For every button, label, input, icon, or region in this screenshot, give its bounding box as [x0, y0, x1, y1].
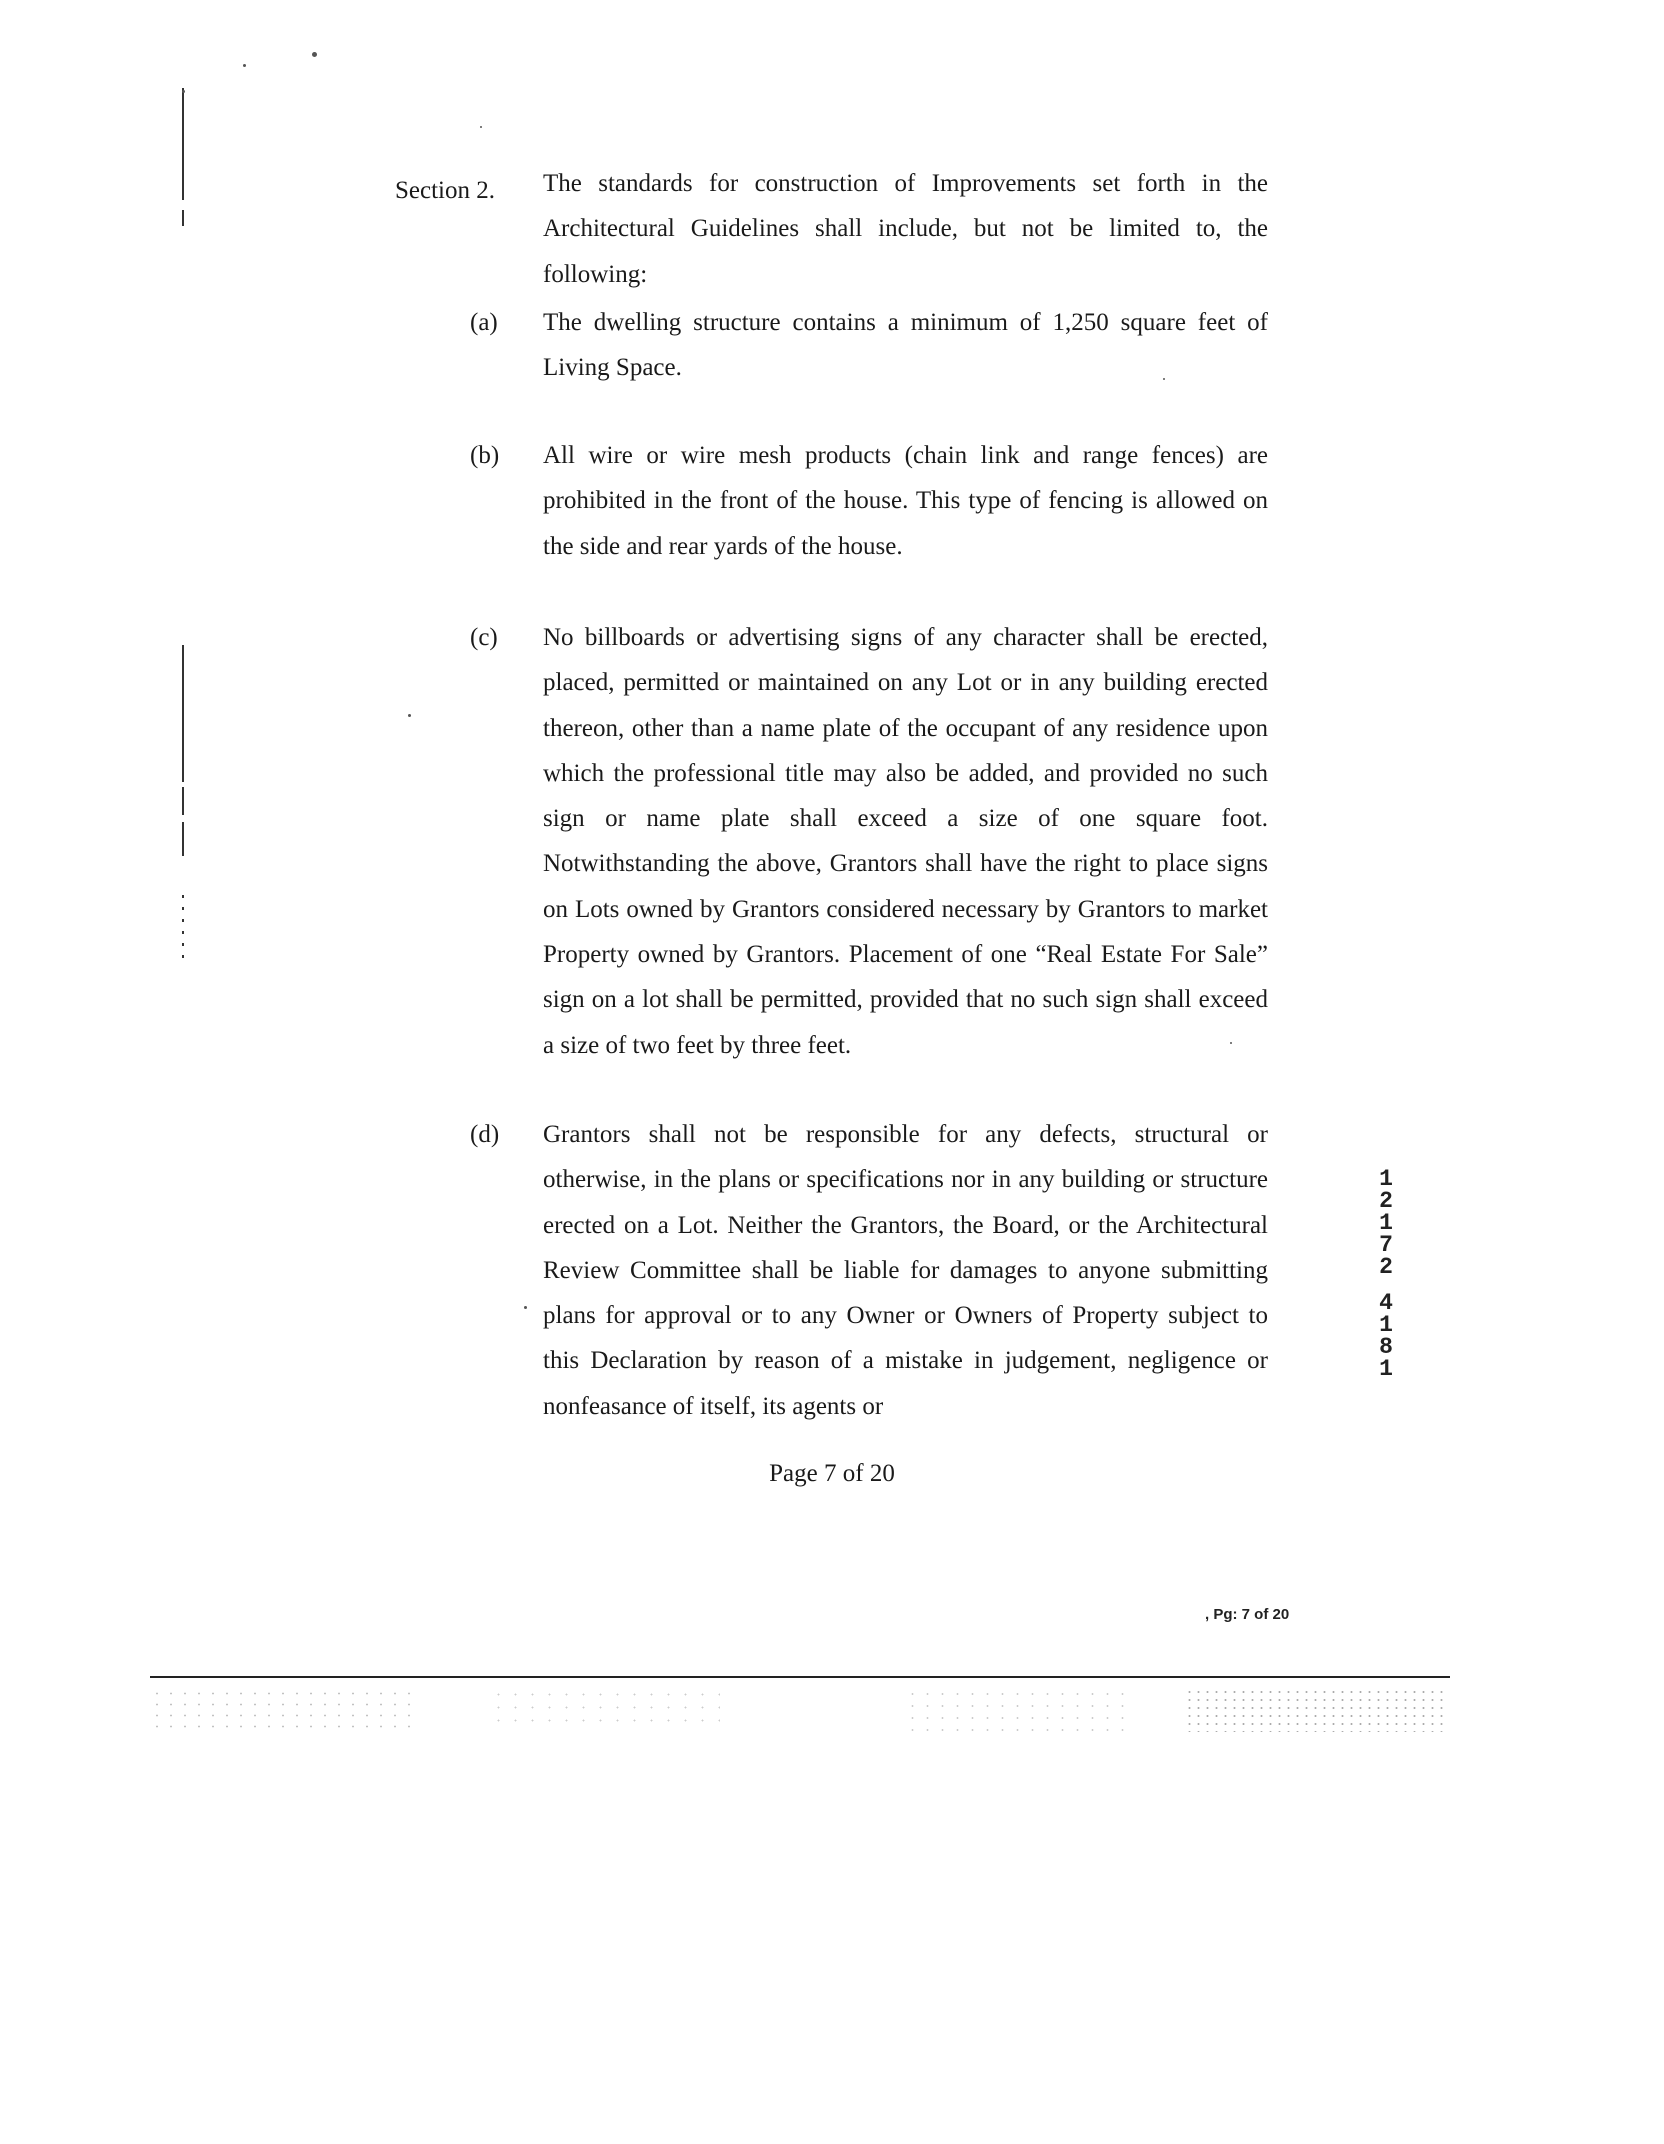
margin-mark [182, 645, 184, 763]
scan-speck [408, 714, 411, 717]
stamp-digit: 7 [1379, 1232, 1393, 1258]
stamp-digit: 2 [1379, 1254, 1393, 1280]
scan-speck [1163, 378, 1165, 380]
footer-rule [150, 1676, 1450, 1678]
section-intro-text: The standards for construction of Improvements set forth in the Architectural Guidelines shall include, but not be limited to, the following: [543, 170, 1268, 288]
margin-mark [182, 88, 184, 200]
item-d-label: (d) [470, 1121, 500, 1148]
section-label: Section 2. [395, 177, 495, 204]
scan-noise [905, 1688, 1125, 1732]
item-c-text: No billboards or advertising signs of any character shall be erected, placed, permitted or maintained on any Lot or in any building erected thereon, other than a name plate of the occupant of any residence upon which the professional title may also be added, and provided no such sign or name plate shall exceed a size of one square foot. Notwithstanding the above, Grantors shall have the right to place signs on Lots owned by Grantors considered necessary by Grantors to market Property owned by Grantors. Placement of one “Real Estate For Sale” sign on a lot shall be permitted, provided that no such sign shall exceed a size of two feet by three feet. [543, 624, 1268, 1059]
scan-speck [243, 64, 246, 67]
item-b-text: All wire or wire mesh products (chain link and range fences) are prohibited in the front of the house. This type of fencing is allowed on the side and rear yards of the house. [543, 442, 1268, 560]
stamp-digit: 8 [1379, 1334, 1393, 1360]
margin-mark [182, 210, 184, 226]
item-d-text: Grantors shall not be responsible for any defects, structural or otherwise, in the plans or specifications nor in any building or structure erected on a Lot. Neither the Grantors, the Board, or the Architectural Review Committee shall be liable for damages to anyone submitting plans for approval or to any Owner or Owners of Property subject to this Declaration by reason of a mistake in judgement, negligence or nonfeasance of itself, its agents or [543, 1121, 1268, 1420]
recording-stamp [1372, 1168, 1400, 1380]
stamp-digit: 2 [1379, 1188, 1393, 1214]
scan-speck [182, 90, 185, 93]
item-a-text: The dwelling structure contains a minimum of 1,250 square feet of Living Space. [543, 309, 1268, 382]
margin-mark [182, 752, 184, 782]
scan-speck [480, 126, 482, 128]
footer-page-reference: , Pg: 7 of 20 [1205, 1606, 1290, 1623]
page-number: Page 7 of 20 [769, 1460, 895, 1487]
scan-noise [490, 1688, 720, 1732]
margin-mark [182, 895, 184, 965]
item-b-label: (b) [470, 442, 500, 469]
stamp-digit: 1 [1379, 1166, 1393, 1192]
margin-mark [182, 822, 184, 856]
stamp-digit: 4 [1379, 1290, 1393, 1316]
margin-mark [182, 787, 184, 815]
scan-noise [150, 1688, 420, 1732]
item-c-label: (c) [470, 624, 498, 651]
scan-speck [524, 1306, 527, 1309]
scan-noise [1185, 1688, 1445, 1732]
scan-speck [312, 52, 317, 57]
item-a-label: (a) [470, 309, 498, 336]
stamp-digit: 1 [1379, 1312, 1393, 1338]
scan-speck [1230, 1042, 1232, 1044]
stamp-digit: 1 [1379, 1356, 1393, 1382]
stamp-digit: 1 [1379, 1210, 1393, 1236]
